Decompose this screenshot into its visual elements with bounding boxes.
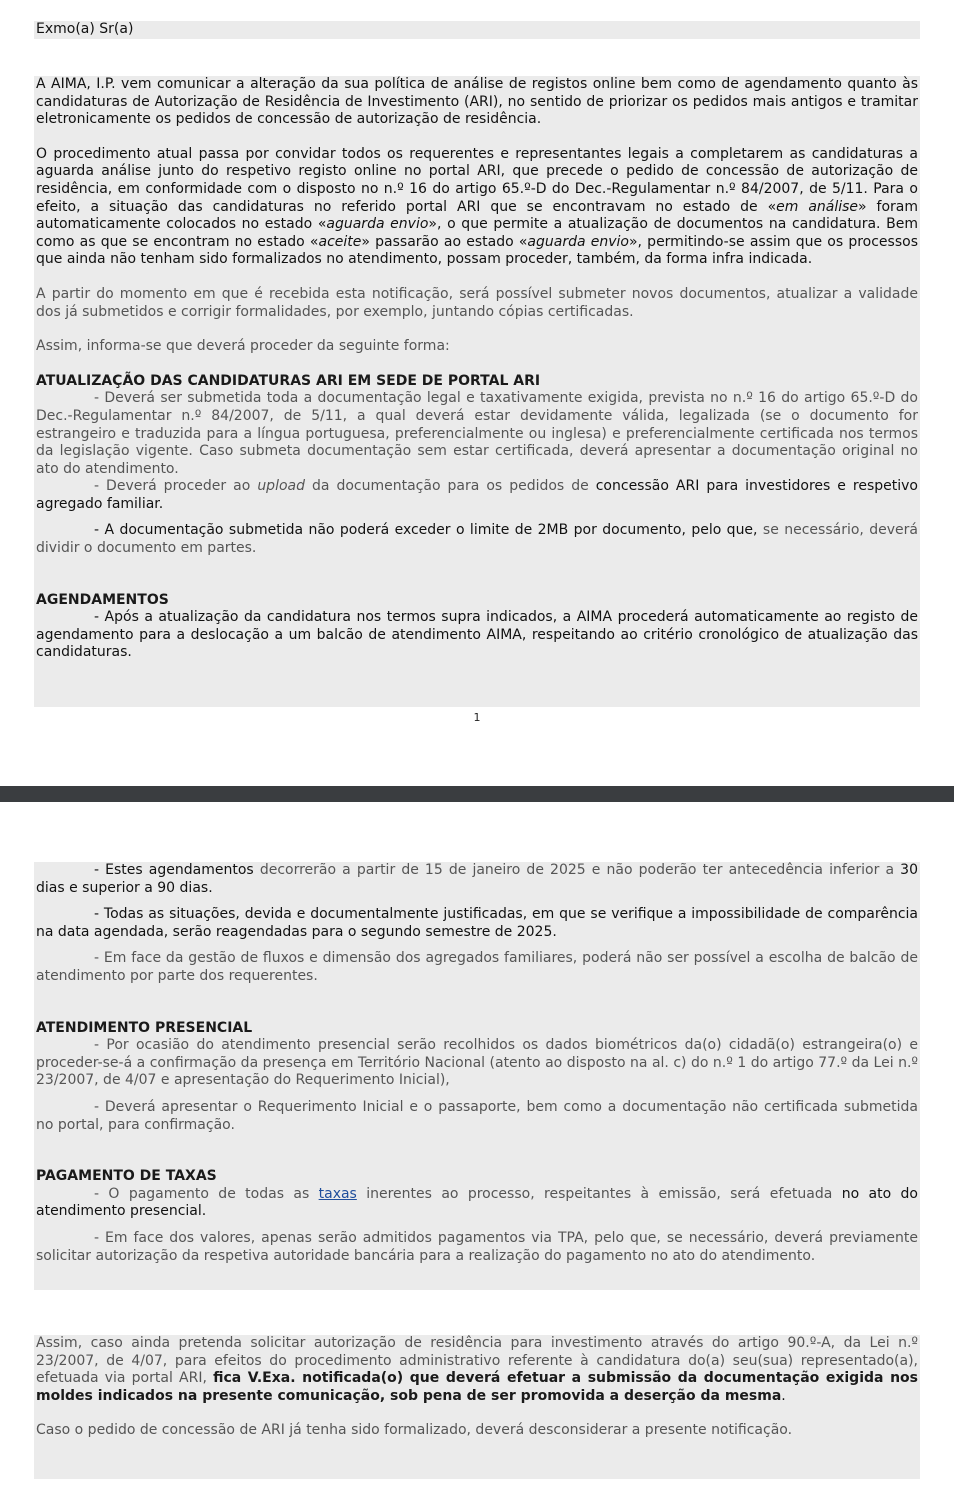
page1-body: [34, 76, 920, 707]
disregard-paragraph: Caso o pedido de concessão de ARI já tenha sido formalizado, deverá desconsiderar a presente notificação.: [36, 1422, 793, 1439]
atendimento-item-2: - Deverá apresentar o Requerimento Inicial e o passaporte, bem como a documentação não certificada submetida no portal, para confirmação.: [36, 1098, 918, 1133]
atualizacao-item-1: - Deverá ser submetida toda a documentação legal e taxativamente exigida, prevista no n.º 16 do artigo 65.º-D do Dec.-Regulamentar n.º 84/2007, de 5/11, a qual deverá estar devidamente válida, legalizada (se o documento for estrangeiro e traduzida para a língua portuguesa, preferencialmente ou inglesa) e preferencialmente certificada nos termos da legislação vigente. Caso submeta documentação sem estar certificada, deverá apresentar a documentação original no ato do atendimento.: [36, 390, 918, 477]
heading-agendamentos: AGENDAMENTOS: [36, 591, 169, 608]
page-number: 1: [473, 711, 481, 724]
atendimento-item-1: - Por ocasião do atendimento presencial serão recolhidos os dados biométricos da(o) cidadã(o) estrangeira(o) e proceder-se-á a confirmação da presença em Território Nacional (atento ao disposto na al. c) do n.º 1 do artigo 77.º da Lei n.º 23/2007, de 4/07 e apresentação do Requerimento Inicial),: [36, 1037, 918, 1089]
atualizacao-item-3: - A documentação submetida não poderá exceder o limite de 2MB por documento, pelo que, se necessário, deverá dividir o documento em partes.: [36, 522, 918, 557]
page-separator: [0, 786, 954, 802]
taxas-link[interactable]: taxas: [318, 1185, 357, 1202]
document-page-2: [0, 802, 954, 1488]
pagamento-item-1: - O pagamento de todas as taxas inerentes ao processo, respeitantes à emissão, será efetuada no ato do atendimento presencial.: [36, 1185, 918, 1220]
procedure-paragraph: O procedimento atual passa por convidar todos os requerentes e representantes legais a completarem as candidaturas a aguarda análise junto do respetivo registo online no portal ARI, que precede o pedido de concessão de autorização de residência, em conformidade com o disposto no n.º 16 do artigo 65.º-D do Dec.-Regulamentar n.º 84/2007, de 5/11. Para o efeito, a situação das candidaturas no referido portal ARI que se encontravam no estado de «em análise» foram automaticamente colocados no estado «aguarda envio», o que permite a atualização de documentos na candidatura. Bem como as que se encontram no estado «aceite» passarão ao estado «aguarda envio», permitindo-se assim que os processos que ainda não tenham sido formalizados no atendimento, possam proceder, também, da forma infra indicada.: [36, 145, 919, 268]
atualizacao-item-2: - Deverá proceder ao upload da documentação para os pedidos de concessão ARI para investidores e respetivo agregado familiar.: [36, 478, 919, 512]
heading-pagamento: PAGAMENTO DE TAXAS: [36, 1168, 217, 1185]
final-paragraph: Assim, caso ainda pretenda solicitar autorização de residência para investimento através do artigo 90.º-A, da Lei n.º 23/2007, de 4/07, para efeitos do procedimento administrativo referente à candidatura do(a) seu(sua) representado(a), efetuada via portal ARI, fica V.Exa. notificada(o) que deverá efetuar a submissão da documentação exigida nos moldes indicados na presente comunicação, sob pena de ser promovida a deserção da mesma.: [36, 1335, 918, 1404]
agendamentos-item-3: - Todas as situações, devida e documentalmente justificadas, em que se verifique a impossibilidade de comparência na data agendada, serão reagendadas para o segundo semestre de 2025.: [36, 906, 918, 940]
notification-paragraph: A partir do momento em que é recebida esta notificação, será possível submeter novos documentos, atualizar a validade dos já submetidos e corrigir formalidades, por exemplo, juntando cópias certificadas.: [36, 285, 918, 320]
instruction-intro: Assim, informa-se que deverá proceder da seguinte forma:: [36, 338, 450, 355]
heading-atendimento: ATENDIMENTO PRESENCIAL: [36, 1019, 253, 1036]
greeting: Exmo(a) Sr(a): [34, 21, 920, 39]
pagamento-item-2: - Em face dos valores, apenas serão admitidos pagamentos via TPA, pelo que, se necessário, deverá previamente solicitar autorização da respetiva autoridade bancária para a realização do pagamento no ato do atendimento.: [36, 1229, 918, 1264]
agendamentos-item-1: - Após a atualização da candidatura nos termos supra indicados, a AIMA procederá automaticamente ao registo de agendamento para a deslocação a um balcão de atendimento AIMA, respeitando ao critério cronológico de atualização das candidaturas.: [36, 609, 918, 661]
heading-atualizacao: ATUALIZAÇÃO DAS CANDIDATURAS ARI EM SEDE DE PORTAL ARI: [36, 372, 541, 389]
page2-closing: [34, 1335, 920, 1479]
agendamentos-item-4: - Em face da gestão de fluxos e dimensão dos agregados familiares, poderá não ser possível a escolha de balcão de atendimento por parte dos requerentes.: [36, 950, 918, 984]
page2-body: [34, 862, 920, 1290]
agendamentos-item-2: - Estes agendamentos decorrerão a partir de 15 de janeiro de 2025 e não poderão ter antecedência inferior a 30 dias e superior a 90 dias.: [36, 862, 918, 896]
intro-paragraph: A AIMA, I.P. vem comunicar a alteração da sua política de análise de registos online bem como de agendamento quanto às candidaturas de Autorização de Residência de Investimento (ARI), no sentido de priorizar os pedidos mais antigos e tramitar eletronicamente os pedidos de concessão de autorização de residência.: [36, 76, 918, 128]
